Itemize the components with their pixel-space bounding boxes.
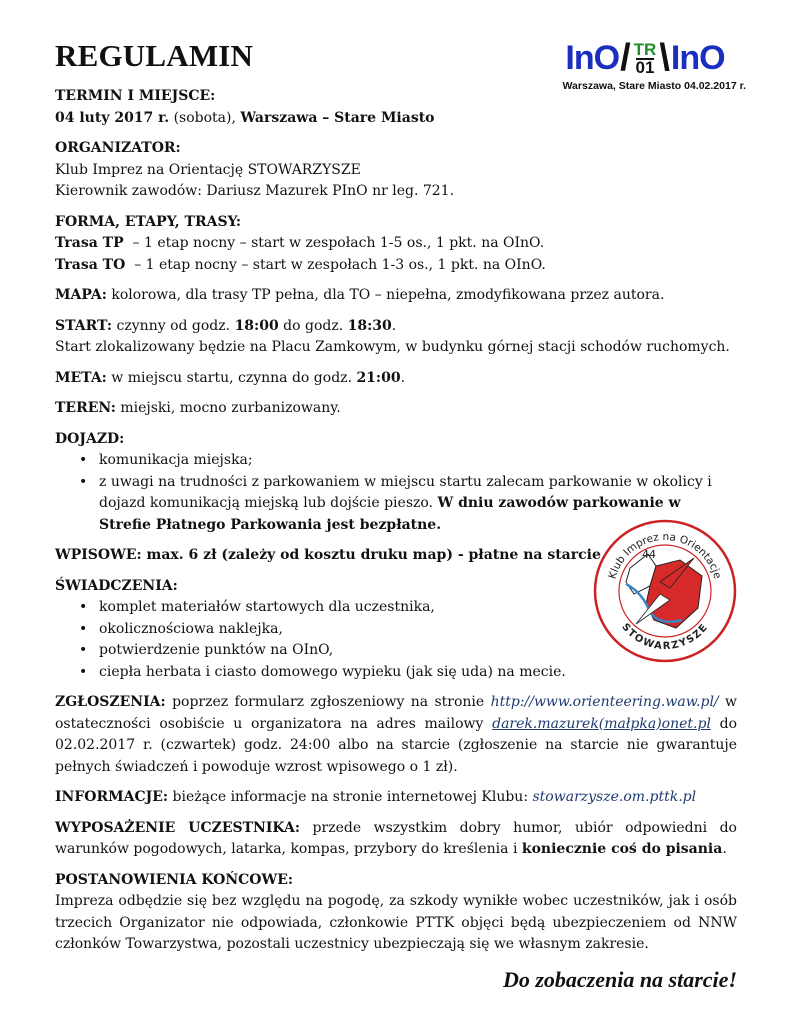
swiadczenia-item: • ciepła herbata i ciasto domowego wypieku (jak się uda) na mecie. xyxy=(55,662,737,684)
section-start xyxy=(55,316,737,359)
section-teren xyxy=(55,398,737,420)
termin-date: 04 luty 2017 r. xyxy=(55,109,170,126)
dojazd-item-1: • komunikacja miejska; xyxy=(55,450,737,472)
zgloszenia-label: ZGŁOSZENIA: xyxy=(55,694,166,710)
swiadczenia-item: • potwierdzenie punktów na OInO, xyxy=(55,640,737,662)
document-page xyxy=(55,38,737,994)
swiadczenia-item: • komplet materiałów startowych dla uczestnika, xyxy=(55,597,737,619)
trasa-to xyxy=(55,255,737,277)
section-wyposazenie xyxy=(55,818,737,861)
logo-ino-left: InO xyxy=(565,39,620,77)
section-informacje xyxy=(55,787,737,809)
postanowienia-heading: POSTANOWIENIA KOŃCOWE: xyxy=(55,871,294,888)
start-t2: do godz. xyxy=(278,317,348,334)
meta-t2: . xyxy=(400,369,406,386)
swiadczenia-item: • okolicznościowa naklejka, xyxy=(55,619,737,641)
trasa-tp xyxy=(55,233,737,255)
termin-heading: TERMIN I MIEJSCE: xyxy=(55,88,216,104)
section-mapa xyxy=(55,285,737,307)
termin-day: (sobota), xyxy=(169,109,241,126)
dojazd-item-2 xyxy=(55,472,737,537)
logo-ino-right: InO xyxy=(670,39,725,77)
logo-slash-right: \ xyxy=(659,37,670,79)
mapa-label: MAPA: xyxy=(55,287,107,303)
closing-line: Do zobaczenia na starcie! xyxy=(502,966,737,992)
wyposazenie-label: WYPOSAŻENIE UCZESTNIKA: xyxy=(55,819,301,836)
zgloszenia-url-link[interactable]: http://www.orienteering.waw.pl/ xyxy=(490,694,719,710)
section-swiadczenia xyxy=(55,576,737,684)
section-meta xyxy=(55,368,737,390)
trasa-to-text: – 1 etap nocny – start w zespołach 1-3 os., 1 pkt. na OInO. xyxy=(125,256,546,273)
dojazd-item-2-bold: W dniu zawodów parkowanie w Strefie Płatnego Parkowania jest bezpłatne. xyxy=(99,495,681,533)
start-t3: . xyxy=(391,317,397,334)
start-time1: 18:00 xyxy=(234,317,279,334)
meta-label: META: xyxy=(55,369,107,386)
page-title: REGULAMIN xyxy=(55,38,254,73)
wyposazenie-bold: koniecznie coś do pisania xyxy=(521,841,723,857)
dojazd-item-2-text: z uwagi na trudności z parkowaniem w miejscu startu zalecam parkowanie w okolicy i dojazd komunikacją miejską lub dojście pieszo. xyxy=(99,473,712,511)
informacje-url-link[interactable]: stowarzysze.om.pttk.pl xyxy=(532,789,697,805)
postanowienia-text: Impreza odbędzie się bez względu na pogodę, za szkody wynikłe wobec uczestników, jak i osób trzecich Organizator nie odpowiada, członkowie PTTK objęci będą ubezpieczeniem od NNW członków Towarzystwa, pozostali uczestnicy ubezpieczają się we własnym zakresie. xyxy=(55,893,737,952)
forma-heading: FORMA, ETAPY, TRASY: xyxy=(55,213,241,230)
logo-tr: TR xyxy=(633,40,657,59)
dojazd-list xyxy=(55,450,737,536)
mapa-text: kolorowa, dla trasy TP pełna, dla TO – niepełna, zmodyfikowana przez autora. xyxy=(106,287,665,303)
section-termin xyxy=(55,86,737,129)
teren-text: miejski, mocno zurbanizowany. xyxy=(115,400,341,416)
section-postanowienia xyxy=(55,870,737,956)
termin-place: Warszawa – Stare Miasto xyxy=(240,109,435,126)
zgloszenia-t2: w ostateczności osobiście u organizatora na adres mailowy xyxy=(55,694,738,732)
logo-slash-left: / xyxy=(620,37,631,79)
meta-t1: w miejscu startu, czynna do godz. xyxy=(106,369,357,386)
zgloszenia-t3: do 02.02.2017 r. (czwartek) godz. 24:00 albo na starcie (zgłoszenie na starcie nie gwarantuje pełnych świadczeń i powoduje wzrost wpisowego o 1 zł). xyxy=(55,715,737,775)
swiadczenia-heading: ŚWIADCZENIA: xyxy=(55,577,178,594)
meta-time: 21:00 xyxy=(356,369,401,386)
section-organizator xyxy=(55,138,737,203)
organizator-heading: ORGANIZATOR: xyxy=(55,140,181,156)
logo-01: 01 xyxy=(635,58,655,77)
termin-line xyxy=(55,108,737,130)
teren-label: TEREN: xyxy=(55,400,116,416)
start-t1: czynny od godz. xyxy=(112,317,235,334)
wyposazenie-t1: przede wszystkim dobry humor, ubiór odpowiedni do warunków pogodowych, latarka, kompas, przybory do kreślenia i xyxy=(55,819,737,857)
section-zgloszenia xyxy=(55,692,737,778)
club-logo-arc-textpath: Klub Imprez na Orientacje xyxy=(606,530,724,581)
wyposazenie-t2: . xyxy=(722,841,727,857)
start-line2: Start zlokalizowany będzie na Placu Zamkowym, w budynku górnej stacji schodów ruchomych. xyxy=(55,339,730,355)
club-logo-number: 44 xyxy=(642,548,656,561)
start-time2: 18:30 xyxy=(347,317,392,334)
informacje-label: INFORMACJE: xyxy=(55,789,169,805)
start-line1 xyxy=(55,316,737,338)
club-logo-bottom-textpath: STOWARZYSZE xyxy=(619,621,711,653)
organizator-line1: Klub Imprez na Orientację STOWARZYSZE xyxy=(55,161,361,178)
trasa-to-label: Trasa TO xyxy=(55,256,126,273)
trasa-tp-text: – 1 etap nocny – start w zespołach 1-5 os., 1 pkt. na OInO. xyxy=(123,235,545,251)
dojazd-heading: DOJAZD: xyxy=(55,430,125,447)
section-dojazd xyxy=(55,429,737,537)
zgloszenia-t1: poprzez formularz zgłoszeniowy na stronie xyxy=(165,694,491,710)
informacje-t1: bieżące informacje na stronie internetowej Klubu: xyxy=(168,789,533,805)
start-label: START: xyxy=(55,317,113,334)
swiadczenia-list xyxy=(55,597,737,683)
logo-subtitle: Warszawa, Stare Miasto 04.02.2017 r. xyxy=(562,80,746,92)
section-wpisowe: WPISOWE: max. 6 zł (zależy od kosztu druku map) - płatne na starcie xyxy=(55,547,601,563)
trasa-tp-label: Trasa TP xyxy=(55,235,124,251)
zgloszenia-email-link[interactable]: darek.mazurek(małpka)onet.pl xyxy=(492,715,711,732)
organizator-line2: Kierownik zawodów: Dariusz Mazurek PInO nr leg. 721. xyxy=(55,183,455,199)
section-forma xyxy=(55,212,737,277)
